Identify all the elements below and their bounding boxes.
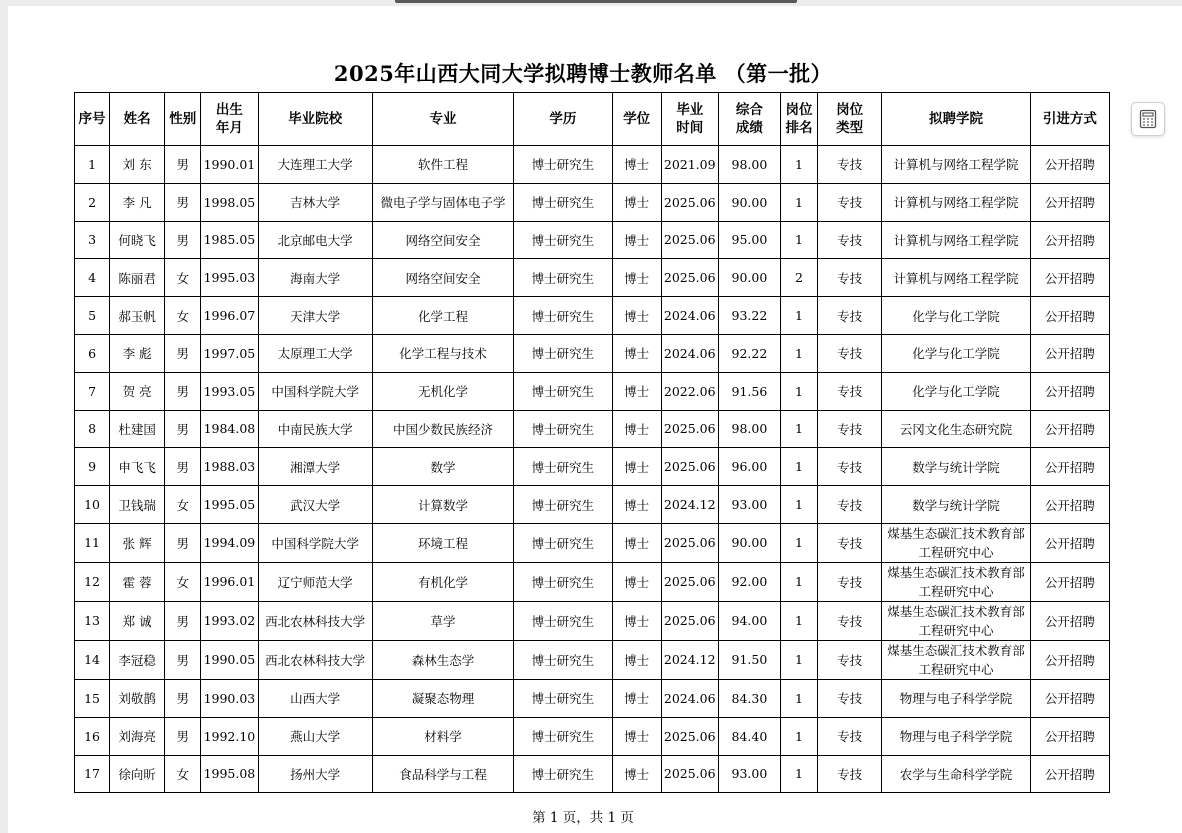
- cell-major: 微电子学与固体电子学: [372, 183, 513, 221]
- cell-education: 博士研究生: [514, 601, 612, 640]
- cell-index: 12: [75, 562, 110, 601]
- cell-degree: 博士: [612, 372, 661, 410]
- cell-position-type: 专技: [818, 334, 882, 372]
- table-row: [75, 259, 1110, 297]
- cell-name: 刘海亮: [110, 717, 165, 755]
- cell-index: 1: [75, 146, 110, 184]
- cell-name: 郝玉帆: [110, 297, 165, 335]
- header-position-rank: 岗位 排名: [780, 93, 817, 146]
- cell-gender: 男: [165, 146, 201, 184]
- cell-birth-date: 1993.05: [201, 372, 258, 410]
- cell-recruit-method: 公开招聘: [1030, 562, 1109, 601]
- roster-table: [74, 92, 1110, 793]
- cell-university: 北京邮电大学: [258, 221, 372, 259]
- cell-index: 15: [75, 679, 110, 717]
- cell-score: 98.00: [718, 146, 780, 184]
- cell-index: 2: [75, 183, 110, 221]
- header-college: 拟聘学院: [882, 93, 1030, 146]
- cell-score: 92.22: [718, 334, 780, 372]
- cell-name: 卫钱瑞: [110, 486, 165, 524]
- cell-college: 计算机与网络工程学院: [882, 183, 1030, 221]
- cell-position-type: 专技: [818, 717, 882, 755]
- cell-position-rank: 1: [780, 334, 817, 372]
- cell-birth-date: 1995.03: [201, 259, 258, 297]
- cell-education: 博士研究生: [514, 259, 612, 297]
- cell-gender: 男: [165, 372, 201, 410]
- cell-major: 化学工程与技术: [372, 334, 513, 372]
- cell-education: 博士研究生: [514, 410, 612, 448]
- cell-degree: 博士: [612, 146, 661, 184]
- cell-university: 西北农林科技大学: [258, 601, 372, 640]
- table-row: [75, 221, 1110, 259]
- cell-degree: 博士: [612, 221, 661, 259]
- cell-recruit-method: 公开招聘: [1030, 640, 1109, 679]
- header-recruit-method: 引进方式: [1030, 93, 1109, 146]
- cell-birth-date: 1993.02: [201, 601, 258, 640]
- cell-major: 草学: [372, 601, 513, 640]
- cell-score: 92.00: [718, 562, 780, 601]
- cell-name: 李 彪: [110, 334, 165, 372]
- cell-score: 93.22: [718, 297, 780, 335]
- header-gender: 性别: [165, 93, 201, 146]
- cell-score: 96.00: [718, 448, 780, 486]
- cell-name: 霍 蓉: [110, 562, 165, 601]
- cell-graduation-date: 2024.12: [661, 640, 718, 679]
- cell-recruit-method: 公开招聘: [1030, 410, 1109, 448]
- cell-position-rank: 1: [780, 523, 817, 562]
- cell-name: 李 凡: [110, 183, 165, 221]
- cell-education: 博士研究生: [514, 523, 612, 562]
- cell-gender: 男: [165, 448, 201, 486]
- cell-birth-date: 1994.09: [201, 523, 258, 562]
- cell-major: 数学: [372, 448, 513, 486]
- cell-major: 森林生态学: [372, 640, 513, 679]
- cell-birth-date: 1995.08: [201, 755, 258, 793]
- cell-birth-date: 1998.05: [201, 183, 258, 221]
- header-position-type: 岗位 类型: [818, 93, 882, 146]
- cell-birth-date: 1992.10: [201, 717, 258, 755]
- cell-degree: 博士: [612, 562, 661, 601]
- cell-recruit-method: 公开招聘: [1030, 601, 1109, 640]
- cell-graduation-date: 2025.06: [661, 221, 718, 259]
- cell-education: 博士研究生: [514, 679, 612, 717]
- cell-university: 湘潭大学: [258, 448, 372, 486]
- cell-recruit-method: 公开招聘: [1030, 259, 1109, 297]
- cell-education: 博士研究生: [514, 221, 612, 259]
- cell-graduation-date: 2025.06: [661, 523, 718, 562]
- calculator-button[interactable]: [1131, 102, 1165, 136]
- cell-index: 8: [75, 410, 110, 448]
- cell-education: 博士研究生: [514, 448, 612, 486]
- cell-graduation-date: 2025.06: [661, 183, 718, 221]
- cell-university: 海南大学: [258, 259, 372, 297]
- cell-index: 7: [75, 372, 110, 410]
- header-university: 毕业院校: [258, 93, 372, 146]
- cell-education: 博士研究生: [514, 755, 612, 793]
- cell-college: 煤基生态碳汇技术教育部工程研究中心: [882, 562, 1030, 601]
- cell-degree: 博士: [612, 601, 661, 640]
- cell-position-rank: 2: [780, 259, 817, 297]
- cell-birth-date: 1990.03: [201, 679, 258, 717]
- cell-recruit-method: 公开招聘: [1030, 146, 1109, 184]
- cell-university: 中国科学院大学: [258, 523, 372, 562]
- cell-college: 物理与电子科学学院: [882, 717, 1030, 755]
- cell-index: 11: [75, 523, 110, 562]
- page-title: 2025年山西大同大学拟聘博士教师名单 （第一批）: [333, 61, 833, 86]
- cell-name: 陈丽君: [110, 259, 165, 297]
- table-row: [75, 601, 1110, 640]
- table-row: [75, 183, 1110, 221]
- header-degree: 学位: [612, 93, 661, 146]
- cell-birth-date: 1990.05: [201, 640, 258, 679]
- cell-college: 数学与统计学院: [882, 448, 1030, 486]
- cell-birth-date: 1984.08: [201, 410, 258, 448]
- table-row: [75, 486, 1110, 524]
- cell-position-type: 专技: [818, 297, 882, 335]
- cell-name: 杜建国: [110, 410, 165, 448]
- cell-name: 徐向昕: [110, 755, 165, 793]
- cell-position-rank: 1: [780, 183, 817, 221]
- cell-major: 网络空间安全: [372, 259, 513, 297]
- cell-gender: 女: [165, 486, 201, 524]
- cell-education: 博士研究生: [514, 372, 612, 410]
- cell-index: 13: [75, 601, 110, 640]
- cell-gender: 女: [165, 755, 201, 793]
- header-birth-date: 出生 年月: [201, 93, 258, 146]
- cell-college: 化学与化工学院: [882, 334, 1030, 372]
- cell-position-rank: 1: [780, 297, 817, 335]
- cell-position-type: 专技: [818, 183, 882, 221]
- cell-birth-date: 1985.05: [201, 221, 258, 259]
- cell-education: 博士研究生: [514, 717, 612, 755]
- page-footer: 第 1 页，共 1 页: [532, 810, 634, 826]
- table-row: [75, 640, 1110, 679]
- cell-gender: 男: [165, 410, 201, 448]
- cell-degree: 博士: [612, 486, 661, 524]
- table-row: [75, 372, 1110, 410]
- cell-position-type: 专技: [818, 562, 882, 601]
- cell-score: 95.00: [718, 221, 780, 259]
- cell-major: 有机化学: [372, 562, 513, 601]
- cell-index: 10: [75, 486, 110, 524]
- cell-score: 84.40: [718, 717, 780, 755]
- cell-score: 84.30: [718, 679, 780, 717]
- cell-university: 辽宁师范大学: [258, 562, 372, 601]
- cell-position-rank: 1: [780, 410, 817, 448]
- cell-name: 张 辉: [110, 523, 165, 562]
- cell-major: 网络空间安全: [372, 221, 513, 259]
- cell-birth-date: 1996.07: [201, 297, 258, 335]
- table-row: [75, 755, 1110, 793]
- cell-recruit-method: 公开招聘: [1030, 755, 1109, 793]
- cell-degree: 博士: [612, 334, 661, 372]
- cell-recruit-method: 公开招聘: [1030, 334, 1109, 372]
- cell-graduation-date: 2024.12: [661, 486, 718, 524]
- cell-education: 博士研究生: [514, 146, 612, 184]
- cell-education: 博士研究生: [514, 183, 612, 221]
- header-row: [75, 93, 1110, 146]
- cell-position-type: 专技: [818, 523, 882, 562]
- cell-position-type: 专技: [818, 146, 882, 184]
- cell-degree: 博士: [612, 448, 661, 486]
- cell-score: 90.00: [718, 523, 780, 562]
- cell-graduation-date: 2025.06: [661, 562, 718, 601]
- cell-university: 山西大学: [258, 679, 372, 717]
- cell-name: 何晓飞: [110, 221, 165, 259]
- cell-college: 农学与生命科学学院: [882, 755, 1030, 793]
- cell-name: 李冠稳: [110, 640, 165, 679]
- table-row: [75, 717, 1110, 755]
- header-major: 专业: [372, 93, 513, 146]
- cell-degree: 博士: [612, 640, 661, 679]
- cell-major: 化学工程: [372, 297, 513, 335]
- cell-university: 大连理工大学: [258, 146, 372, 184]
- cell-gender: 男: [165, 183, 201, 221]
- cell-education: 博士研究生: [514, 334, 612, 372]
- cell-major: 中国少数民族经济: [372, 410, 513, 448]
- cell-graduation-date: 2024.06: [661, 334, 718, 372]
- cell-gender: 女: [165, 259, 201, 297]
- cell-birth-date: 1996.01: [201, 562, 258, 601]
- cell-position-type: 专技: [818, 679, 882, 717]
- cell-gender: 男: [165, 601, 201, 640]
- cell-college: 煤基生态碳汇技术教育部工程研究中心: [882, 640, 1030, 679]
- cell-college: 云冈文化生态研究院: [882, 410, 1030, 448]
- cell-position-rank: 1: [780, 372, 817, 410]
- cell-gender: 男: [165, 640, 201, 679]
- cell-index: 16: [75, 717, 110, 755]
- cell-graduation-date: 2025.06: [661, 259, 718, 297]
- cell-recruit-method: 公开招聘: [1030, 486, 1109, 524]
- cell-gender: 女: [165, 562, 201, 601]
- cell-position-rank: 1: [780, 486, 817, 524]
- cell-college: 化学与化工学院: [882, 297, 1030, 335]
- cell-major: 软件工程: [372, 146, 513, 184]
- cell-major: 凝聚态物理: [372, 679, 513, 717]
- cell-college: 数学与统计学院: [882, 486, 1030, 524]
- cell-position-rank: 1: [780, 601, 817, 640]
- cell-recruit-method: 公开招聘: [1030, 372, 1109, 410]
- cell-gender: 男: [165, 334, 201, 372]
- cell-graduation-date: 2021.09: [661, 146, 718, 184]
- cell-index: 9: [75, 448, 110, 486]
- cell-university: 扬州大学: [258, 755, 372, 793]
- table-row: [75, 679, 1110, 717]
- cell-major: 环境工程: [372, 523, 513, 562]
- cell-index: 6: [75, 334, 110, 372]
- table-row: [75, 523, 1110, 562]
- cell-graduation-date: 2024.06: [661, 679, 718, 717]
- cell-birth-date: 1997.05: [201, 334, 258, 372]
- cell-position-rank: 1: [780, 755, 817, 793]
- cell-degree: 博士: [612, 679, 661, 717]
- table-row: [75, 297, 1110, 335]
- cell-recruit-method: 公开招聘: [1030, 297, 1109, 335]
- cell-university: 太原理工大学: [258, 334, 372, 372]
- cell-major: 材料学: [372, 717, 513, 755]
- cell-education: 博士研究生: [514, 562, 612, 601]
- cell-graduation-date: 2025.06: [661, 755, 718, 793]
- header-score: 综合 成绩: [718, 93, 780, 146]
- cell-score: 93.00: [718, 755, 780, 793]
- cell-position-rank: 1: [780, 448, 817, 486]
- cell-college: 化学与化工学院: [882, 372, 1030, 410]
- cell-position-type: 专技: [818, 601, 882, 640]
- cell-graduation-date: 2022.06: [661, 372, 718, 410]
- cell-name: 申飞飞: [110, 448, 165, 486]
- cell-graduation-date: 2025.06: [661, 448, 718, 486]
- cell-major: 计算数学: [372, 486, 513, 524]
- cell-degree: 博士: [612, 410, 661, 448]
- cell-name: 郑 诚: [110, 601, 165, 640]
- header-index: 序号: [75, 93, 110, 146]
- cell-score: 94.00: [718, 601, 780, 640]
- cell-score: 91.56: [718, 372, 780, 410]
- cell-position-type: 专技: [818, 755, 882, 793]
- cell-name: 刘敬鹊: [110, 679, 165, 717]
- cell-gender: 男: [165, 221, 201, 259]
- cell-recruit-method: 公开招聘: [1030, 717, 1109, 755]
- cell-degree: 博士: [612, 755, 661, 793]
- cell-position-type: 专技: [818, 486, 882, 524]
- cell-college: 煤基生态碳汇技术教育部工程研究中心: [882, 523, 1030, 562]
- table-row: [75, 562, 1110, 601]
- cell-education: 博士研究生: [514, 486, 612, 524]
- cell-position-rank: 1: [780, 146, 817, 184]
- cell-university: 中南民族大学: [258, 410, 372, 448]
- cell-recruit-method: 公开招聘: [1030, 183, 1109, 221]
- cell-position-type: 专技: [818, 221, 882, 259]
- cell-education: 博士研究生: [514, 640, 612, 679]
- cell-degree: 博士: [612, 523, 661, 562]
- cell-major: 无机化学: [372, 372, 513, 410]
- cell-university: 武汉大学: [258, 486, 372, 524]
- header-graduation-date: 毕业 时间: [661, 93, 718, 146]
- cell-score: 91.50: [718, 640, 780, 679]
- header-name: 姓名: [110, 93, 165, 146]
- cell-university: 吉林大学: [258, 183, 372, 221]
- cell-gender: 女: [165, 297, 201, 335]
- cell-graduation-date: 2025.06: [661, 410, 718, 448]
- cell-index: 5: [75, 297, 110, 335]
- cell-birth-date: 1988.03: [201, 448, 258, 486]
- cell-index: 17: [75, 755, 110, 793]
- cell-college: 计算机与网络工程学院: [882, 146, 1030, 184]
- cell-index: 3: [75, 221, 110, 259]
- cell-degree: 博士: [612, 183, 661, 221]
- cell-degree: 博士: [612, 717, 661, 755]
- cell-university: 中国科学院大学: [258, 372, 372, 410]
- cell-position-type: 专技: [818, 640, 882, 679]
- cell-position-rank: 1: [780, 221, 817, 259]
- cell-degree: 博士: [612, 297, 661, 335]
- cell-major: 食品科学与工程: [372, 755, 513, 793]
- cell-university: 天津大学: [258, 297, 372, 335]
- cell-university: 西北农林科技大学: [258, 640, 372, 679]
- header-education: 学历: [514, 93, 612, 146]
- cell-college: 计算机与网络工程学院: [882, 221, 1030, 259]
- table-body: [75, 146, 1110, 793]
- cell-college: 物理与电子科学学院: [882, 679, 1030, 717]
- cell-gender: 男: [165, 717, 201, 755]
- cell-score: 90.00: [718, 183, 780, 221]
- table-row: [75, 146, 1110, 184]
- cell-position-type: 专技: [818, 410, 882, 448]
- cell-recruit-method: 公开招聘: [1030, 679, 1109, 717]
- table-row: [75, 448, 1110, 486]
- cell-gender: 男: [165, 523, 201, 562]
- cell-recruit-method: 公开招聘: [1030, 523, 1109, 562]
- cell-graduation-date: 2024.06: [661, 297, 718, 335]
- cell-university: 燕山大学: [258, 717, 372, 755]
- cell-index: 14: [75, 640, 110, 679]
- cell-recruit-method: 公开招聘: [1030, 221, 1109, 259]
- cell-birth-date: 1990.01: [201, 146, 258, 184]
- cell-position-rank: 1: [780, 717, 817, 755]
- cell-gender: 男: [165, 679, 201, 717]
- cell-birth-date: 1995.05: [201, 486, 258, 524]
- cell-position-rank: 1: [780, 562, 817, 601]
- cell-position-rank: 1: [780, 640, 817, 679]
- cell-education: 博士研究生: [514, 297, 612, 335]
- cell-recruit-method: 公开招聘: [1030, 448, 1109, 486]
- scroll-indicator[interactable]: [395, 0, 797, 3]
- cell-graduation-date: 2025.06: [661, 717, 718, 755]
- cell-degree: 博士: [612, 259, 661, 297]
- table-row: [75, 334, 1110, 372]
- cell-score: 98.00: [718, 410, 780, 448]
- cell-name: 贺 亮: [110, 372, 165, 410]
- calculator-icon: [1138, 109, 1158, 129]
- cell-college: 煤基生态碳汇技术教育部工程研究中心: [882, 601, 1030, 640]
- table-row: [75, 410, 1110, 448]
- cell-name: 刘 东: [110, 146, 165, 184]
- cell-position-type: 专技: [818, 448, 882, 486]
- cell-index: 4: [75, 259, 110, 297]
- cell-graduation-date: 2025.06: [661, 601, 718, 640]
- cell-score: 90.00: [718, 259, 780, 297]
- cell-position-rank: 1: [780, 679, 817, 717]
- cell-position-type: 专技: [818, 259, 882, 297]
- cell-position-type: 专技: [818, 372, 882, 410]
- cell-score: 93.00: [718, 486, 780, 524]
- cell-college: 计算机与网络工程学院: [882, 259, 1030, 297]
